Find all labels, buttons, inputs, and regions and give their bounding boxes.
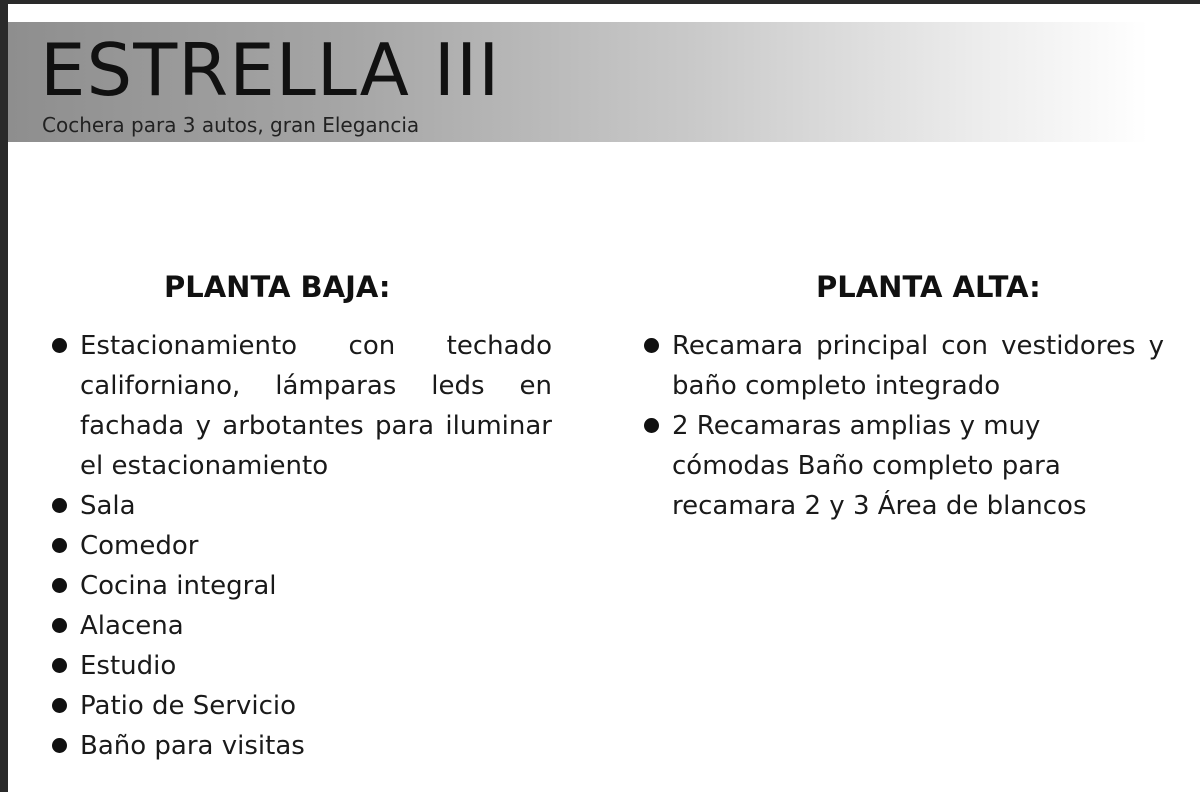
planta-alta-list (644, 326, 1164, 526)
planta-alta-heading: PLANTA ALTA: (816, 270, 1041, 304)
list-item (52, 526, 552, 566)
bullet-icon (52, 578, 67, 593)
list-item-text: Alacena (80, 611, 184, 641)
planta-baja-list (52, 326, 552, 766)
bullet-icon (52, 338, 67, 353)
bullet-icon (52, 698, 67, 713)
list-item (644, 406, 1164, 526)
list-item-text: Baño para visitas (80, 731, 305, 761)
list-item-text: Estudio (80, 651, 177, 681)
bullet-icon (52, 538, 67, 553)
list-item-text: Comedor (80, 531, 199, 561)
bullet-icon (644, 338, 659, 353)
list-item (52, 686, 552, 726)
list-item (52, 566, 552, 606)
list-item-text: Cocina integral (80, 571, 277, 601)
planta-baja-heading: PLANTA BAJA: (164, 270, 391, 304)
bullet-icon (52, 738, 67, 753)
list-item (52, 326, 552, 486)
list-item (52, 646, 552, 686)
list-item-text: 2 Recamaras amplias y muy cómodas Baño completo para recamara 2 y 3 Área de blancos (672, 411, 1087, 521)
list-item-text: Estacionamiento con techado californiano, lámparas leds en fachada y arbotantes para iluminar el estacionamiento (80, 331, 552, 481)
list-item-text: Recamara principal con vestidores y baño completo integrado (672, 331, 1164, 401)
slide (8, 4, 1200, 792)
list-item-text: Sala (80, 491, 136, 521)
list-item (52, 486, 552, 526)
list-item-text: Patio de Servicio (80, 691, 297, 721)
bullet-icon (52, 498, 67, 513)
bullet-icon (644, 418, 659, 433)
page-subtitle: Cochera para 3 autos, gran Elegancia (42, 113, 420, 137)
list-item (52, 606, 552, 646)
list-item (52, 726, 552, 766)
list-item (644, 326, 1164, 406)
bullet-icon (52, 658, 67, 673)
bullet-icon (52, 618, 67, 633)
page-title: ESTRELLA III (40, 28, 501, 112)
